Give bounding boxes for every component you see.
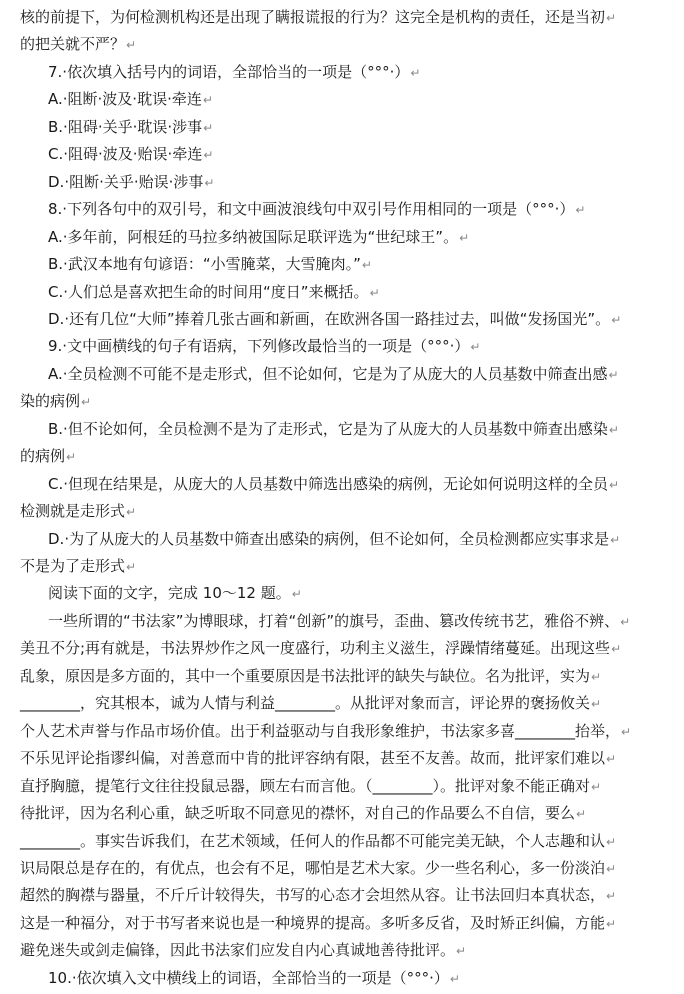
line-text: A.·阻断·波及·耽误·牵连: [48, 90, 202, 109]
paragraph-mark-icon: ↵: [470, 340, 481, 355]
line-text: 避免迷失或剑走偏锋，因此书法家们应发自内心真诚地善待批评。: [20, 941, 456, 960]
text-line: [0, 471, 684, 498]
paragraph-mark-icon: ↵: [459, 230, 470, 245]
paragraph-mark-icon: ↵: [591, 697, 602, 712]
paragraph-mark-icon: ↵: [361, 258, 372, 273]
line-text: 检测就是走形式: [20, 502, 126, 521]
line-text: D.·为了从庞大的人员基数中筛查出感染的病例，但不论如何，全员检测都应实事求是: [48, 529, 610, 548]
paragraph-mark-icon: ↵: [621, 724, 632, 739]
paragraph-mark-icon: ↵: [126, 560, 137, 574]
paragraph-mark-icon: ↵: [449, 971, 460, 986]
paragraph-mark-icon: ↵: [575, 203, 586, 218]
line-text: ________，究其根本，诚为人情与利益________。从批评对象而言，评论界的褒扬攸关: [20, 694, 591, 713]
paragraph-mark-icon: ↵: [620, 614, 631, 629]
text-line: [0, 553, 684, 580]
line-text: 的把关就不严？: [20, 35, 126, 54]
line-text: 乱象，原因是多方面的，其中一个重要原因是书法批评的缺失与缺位。名为批评，实为: [20, 666, 591, 685]
text-line: [0, 965, 684, 992]
paragraph-mark-icon: ↵: [611, 312, 622, 327]
text-line: [0, 169, 684, 196]
text-line: [0, 608, 684, 635]
paragraph-mark-icon: ↵: [606, 11, 617, 25]
line-text: 8.·下列各句中的双引号，和文中画波浪线句中双引号作用相同的一项是（°°°·）: [48, 200, 575, 219]
text-line: [0, 663, 684, 690]
line-text: 不是为了走形式: [20, 557, 126, 575]
paragraph-mark-icon: ↵: [609, 477, 620, 492]
text-line: [0, 4, 684, 31]
line-text: C.·人们总是喜欢把生命的时间用“度日”来概括。: [48, 282, 369, 301]
line-text: 的病例: [20, 447, 66, 466]
paragraph-mark-icon: ↵: [66, 450, 77, 465]
text-line: [0, 690, 684, 717]
line-text: 超然的胸襟与器量，不斤斤计较得失，书写的心态才会坦然从容。让书法回归本真状态，: [20, 886, 606, 905]
text-line: [0, 718, 684, 745]
line-text: 个人艺术声誉与作品市场价值。出于利益驱动与自我形象维护，书法家多喜________抬举，: [20, 721, 621, 740]
line-text: 9.·文中画横线的句子有语病，下列修改最恰当的一项是（°°°·）: [48, 337, 470, 356]
line-text: A.·多年前，阿根廷的马拉多纳被国际足联评选为“世纪球王”。: [48, 227, 459, 246]
line-text: 7.·依次填入括号内的词语，全部恰当的一项是（°°°·）: [48, 62, 410, 81]
paragraph-mark-icon: ↵: [81, 395, 92, 410]
line-text: 不乐见评论指谬纠偏，对善意而中肯的批评容纳有限，甚至不友善。故而，批评家们难以: [20, 749, 606, 768]
paragraph-mark-icon: ↵: [456, 944, 467, 959]
text-line: [0, 141, 684, 168]
text-line: [0, 882, 684, 909]
text-line: [0, 800, 684, 827]
text-line: [0, 937, 684, 964]
line-text: 美丑不分;再有就是，书法界炒作之风一度盛行，功利主义滋生，浮躁情绪蔓延。出现这些: [20, 639, 611, 658]
line-text: 一些所谓的“书法家”为博眼球，打着“创新”的旗号，歪曲、篡改传统书艺，雅俗不辨、: [48, 611, 620, 630]
paragraph-mark-icon: ↵: [606, 916, 617, 931]
text-line: [0, 31, 684, 58]
text-line: [0, 86, 684, 113]
line-text: C.·阻碍·波及·贻误·牵连: [48, 145, 203, 164]
paragraph-mark-icon: ↵: [610, 532, 621, 547]
paragraph-mark-icon: ↵: [576, 807, 587, 822]
text-line: [0, 196, 684, 223]
text-line: [0, 855, 684, 882]
text-line: [0, 251, 684, 278]
paragraph-mark-icon: ↵: [611, 642, 622, 657]
paragraph-mark-icon: ↵: [202, 93, 213, 108]
line-text: A.·全员检测不可能不是走形式，但不论如何，它是为了从庞大的人员基数中筛查出感: [48, 364, 608, 383]
text-line: [0, 498, 684, 525]
line-text: D.·阻断·关乎·贻误·涉事: [48, 172, 204, 191]
line-text: ________。事实告诉我们，在艺术领域，任何人的作品都不可能完美无缺，个人志趣和认: [20, 831, 606, 850]
text-line: [0, 526, 684, 553]
paragraph-mark-icon: ↵: [291, 587, 302, 602]
line-text: 阅读下面的文字，完成 10～12 题。: [48, 584, 291, 603]
text-line: [0, 910, 684, 937]
line-text: 核的前提下，为何检测机构还是出现了瞒报谎报的行为？这完全是机构的责任，还是当初: [20, 8, 606, 26]
paragraph-mark-icon: ↵: [606, 752, 617, 767]
text-line: [0, 388, 684, 415]
line-text: 这是一种福分，对于书写者来说也是一种境界的提高。多听多反省，及时矫正纠偏，方能: [20, 913, 606, 932]
paragraph-mark-icon: ↵: [591, 779, 602, 794]
line-text: 10.·依次填入文中横线上的词语，全部恰当的一项是（°°°·）: [48, 968, 449, 987]
paragraph-mark-icon: ↵: [369, 285, 380, 300]
line-text: B.·武汉本地有句谚语：“小雪腌菜，大雪腌肉。”: [48, 255, 361, 274]
text-line: [0, 114, 684, 141]
text-line: [0, 224, 684, 251]
line-text: 直抒胸臆，提笔行文往往投鼠忌器，顾左右而言他。（________）。批评对象不能正确对: [20, 776, 591, 795]
text-line: [0, 580, 684, 607]
text-line: [0, 416, 684, 443]
paragraph-mark-icon: ↵: [606, 834, 617, 849]
text-line: [0, 773, 684, 800]
text-line: [0, 361, 684, 388]
paragraph-mark-icon: ↵: [203, 148, 214, 163]
paragraph-mark-icon: ↵: [606, 861, 617, 876]
line-text: C.·但现在结果是，从庞大的人员基数中筛选出感染的病例，无论如何说明这样的全员: [48, 474, 609, 493]
text-line: [0, 443, 684, 470]
text-line: [0, 333, 684, 360]
line-text: 识局限总是存在的，有优点，也会有不足，哪怕是艺术大家。少一些名利心，多一份淡泊: [20, 858, 606, 877]
line-text: 染的病例: [20, 392, 81, 411]
line-text: B.·阻碍·关乎·耽误·涉事: [48, 117, 203, 136]
line-text: B.·但不论如何，全员检测不是为了走形式，它是为了从庞大的人员基数中筛查出感染: [48, 419, 608, 438]
paragraph-mark-icon: ↵: [126, 38, 137, 53]
text-line: [0, 635, 684, 662]
paragraph-mark-icon: ↵: [410, 65, 421, 80]
paragraph-mark-icon: ↵: [608, 422, 619, 437]
paragraph-mark-icon: ↵: [203, 120, 214, 135]
paragraph-mark-icon: ↵: [606, 889, 617, 904]
paragraph-mark-icon: ↵: [126, 505, 137, 520]
line-text: 待批评，因为名利心重，缺乏听取不同意见的襟怀，对自己的作品要么不自信，要么: [20, 804, 576, 823]
text-line: [0, 745, 684, 772]
text-line: [0, 828, 684, 855]
text-line: [0, 306, 684, 333]
line-text: D.·还有几位“大师”捧着几张古画和新画，在欧洲各国一路挂过去，叫做“发扬国光”。: [48, 309, 611, 328]
paragraph-mark-icon: ↵: [204, 175, 215, 190]
paragraph-mark-icon: ↵: [591, 669, 602, 684]
paragraph-mark-icon: ↵: [608, 367, 619, 382]
text-line: [0, 59, 684, 86]
text-line: [0, 279, 684, 306]
